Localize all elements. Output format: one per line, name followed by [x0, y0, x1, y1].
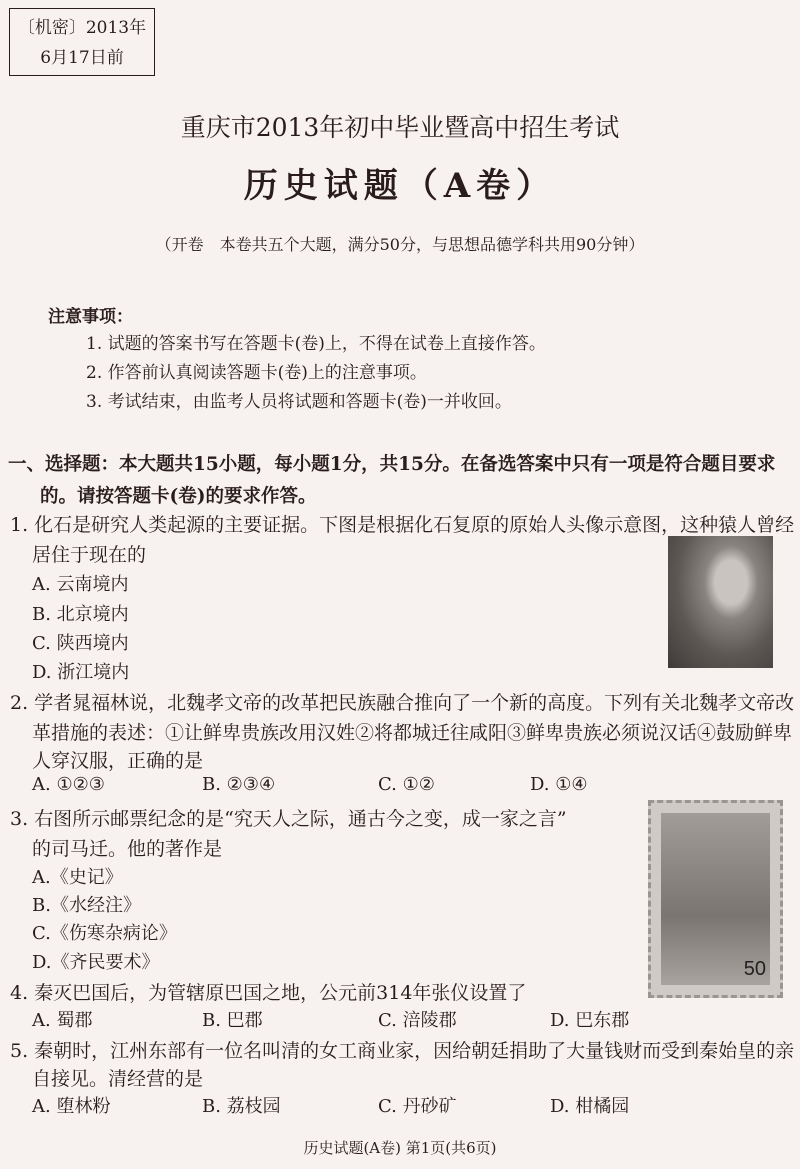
q2-option-c: C. ①② — [378, 774, 435, 795]
question-1-text: 居住于现在的 — [32, 544, 147, 566]
note-item: 1. 试题的答案书写在答题卡(卷)上，不得在试卷上直接作答。 — [86, 334, 546, 354]
q3-option-d: D.《齐民要术》 — [32, 952, 160, 973]
q5-option-c: C. 丹砂矿 — [378, 1096, 457, 1117]
q2-option-a: A. ①②③ — [32, 774, 105, 795]
question-1-text: 1. 化石是研究人类起源的主要证据。下图是根据化石复原的原始人头像示意图，这种猿人曾经 — [10, 514, 795, 536]
question-3-text: 的司马迁。他的著作是 — [32, 838, 223, 860]
exam-title: 重庆市2013年初中毕业暨高中招生考试 — [180, 113, 620, 142]
confidential-box — [9, 8, 155, 76]
q4-option-d: D. 巴东郡 — [550, 1010, 630, 1031]
stamp-value: 50 — [743, 958, 766, 980]
q4-option-c: C. 涪陵郡 — [378, 1010, 457, 1031]
q2-option-d: D. ①④ — [530, 774, 588, 795]
confidential-line2: 6月17日前 — [40, 48, 124, 68]
section-heading-cont: 的。请按答题卡(卷)的要求作答。 — [40, 486, 317, 507]
q1-option-c: C. 陕西境内 — [32, 633, 129, 654]
question-5-text: 自接见。清经营的是 — [32, 1068, 204, 1090]
q1-option-b: B. 北京境内 — [32, 604, 129, 625]
fossil-bust-image — [668, 536, 773, 668]
q3-option-b: B.《水经注》 — [32, 895, 141, 916]
notes-heading: 注意事项： — [48, 307, 133, 327]
question-4-text: 4. 秦灭巴国后，为管辖原巴国之地，公元前314年张仪设置了 — [10, 982, 527, 1004]
question-2-text: 2. 学者晁福林说，北魏孝文帝的改革把民族融合推向了一个新的高度。下列有关北魏孝文帝改 — [10, 692, 795, 714]
note-item: 2. 作答前认真阅读答题卡(卷)上的注意事项。 — [86, 363, 427, 383]
q5-option-a: A. 堕林粉 — [32, 1096, 111, 1117]
q3-option-c: C.《伤寒杂病论》 — [32, 923, 177, 944]
q4-option-b: B. 巴郡 — [202, 1010, 263, 1031]
question-3-text: 3. 右图所示邮票纪念的是“究天人之际，通古今之变，成一家之言” — [10, 808, 567, 830]
q1-option-d: D. 浙江境内 — [32, 662, 130, 683]
sima-qian-stamp-image — [648, 800, 783, 998]
section-heading: 一、选择题：本大题共15小题，每小题1分，共15分。在备选答案中只有一项是符合题目要求 — [8, 454, 776, 475]
q3-option-a: A.《史记》 — [32, 867, 123, 888]
exam-subject: 历史试题（A卷） — [243, 166, 557, 206]
page-footer: 历史试题(A卷) 第1页(共6页) — [303, 1139, 497, 1157]
question-5-text: 5. 秦朝时，江州东部有一位名叫清的女工商业家，因给朝廷捐助了大量钱财而受到秦始皇的亲 — [10, 1040, 795, 1062]
note-item: 3. 考试结束，由监考人员将试题和答题卡(卷)一并收回。 — [86, 392, 512, 412]
q1-option-a: A. 云南境内 — [32, 574, 129, 595]
q4-option-a: A. 蜀郡 — [32, 1010, 93, 1031]
question-2-text: 人穿汉服，正确的是 — [32, 750, 204, 772]
confidential-line1: 〔机密〕2013年 — [17, 18, 147, 38]
q5-option-d: D. 柑橘园 — [550, 1096, 630, 1117]
q5-option-b: B. 荔枝园 — [202, 1096, 281, 1117]
q2-option-b: B. ②③④ — [202, 774, 276, 795]
question-2-text: 革措施的表述：①让鲜卑贵族改用汉姓②将都城迁往咸阳③鲜卑贵族必须说汉话④鼓励鲜卑 — [32, 722, 793, 744]
exam-subtitle: （开卷 本卷共五个大题，满分50分，与思想品德学科共用90分钟） — [155, 235, 645, 254]
